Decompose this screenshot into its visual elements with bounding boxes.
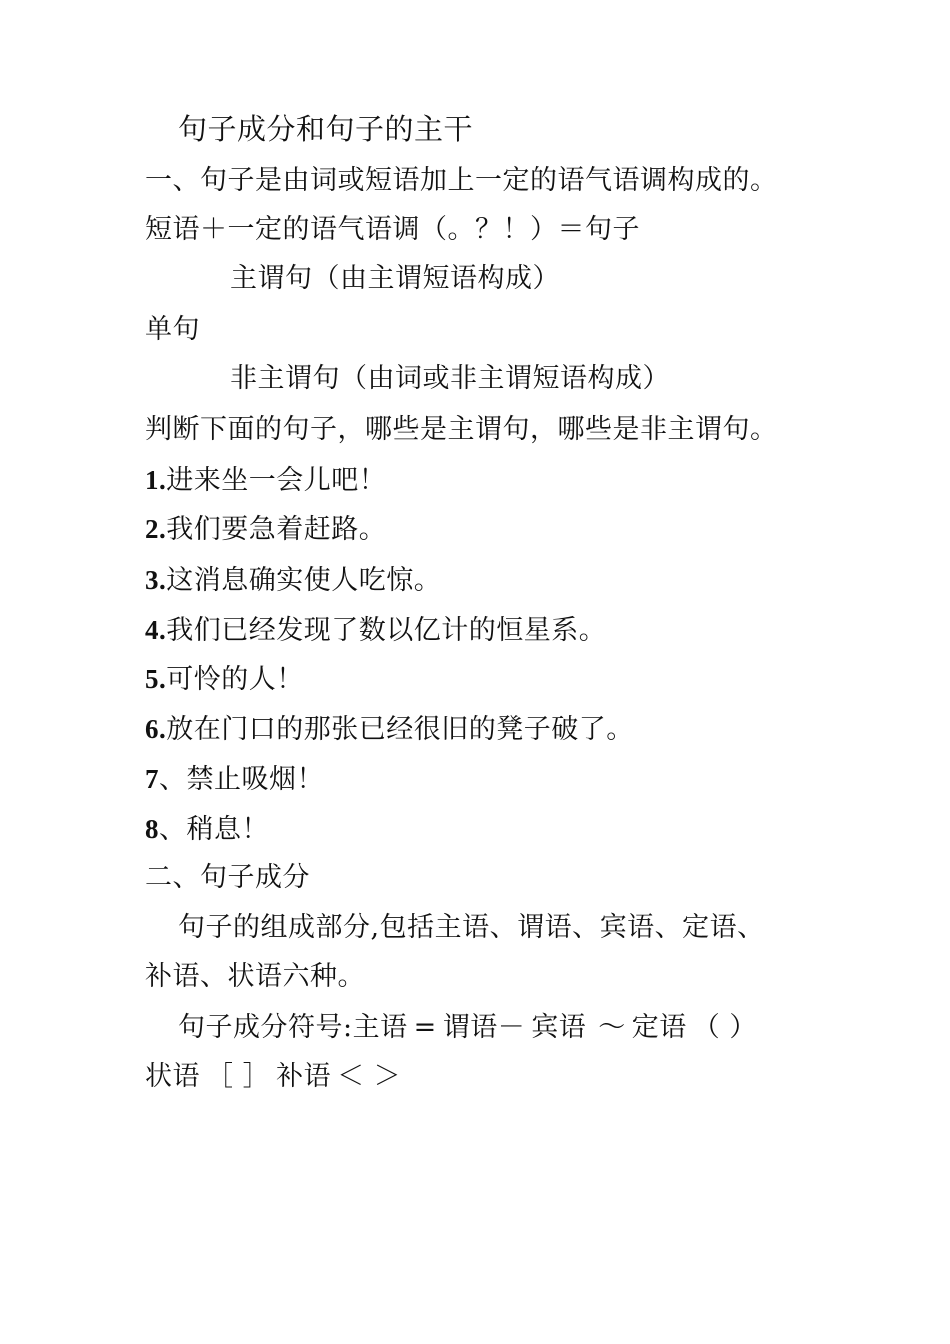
exercise-item [145, 812, 269, 847]
item-number: 4. [145, 615, 167, 645]
complement-mark: ＜ ＞ [337, 1061, 402, 1092]
exercise-item [145, 613, 606, 648]
item-number: 1. [145, 465, 167, 495]
branch-subject-predicate-sentence: 主谓句（由主谓短语构成） [230, 263, 560, 294]
component-symbols-line [178, 1011, 763, 1045]
item-text: 可怜的人！ [166, 664, 304, 695]
exercise-item [145, 463, 386, 498]
attributive-mark: （ ） [692, 1012, 757, 1043]
item-text: 进来坐一会儿吧！ [166, 465, 387, 496]
exercise-item [145, 563, 441, 598]
item-number: 3. [145, 565, 167, 595]
item-text: 、稍息！ [159, 814, 269, 845]
item-number: 8 [145, 814, 159, 844]
item-number: 7 [145, 764, 159, 794]
item-text: 、禁止吸烟！ [159, 764, 324, 795]
exercise-item [145, 762, 324, 797]
exercise-question: 判断下面的句子，哪些是主谓句，哪些是非主谓句。 [145, 414, 778, 445]
component-symbols-line-2 [145, 1060, 407, 1094]
complement-label: 补语 [276, 1061, 332, 1092]
components-paragraph-line-2: 补语、状语六种。 [145, 961, 365, 992]
item-text: 这消息确实使人吃惊。 [166, 565, 442, 596]
item-text: 我们要急着赶路。 [166, 514, 387, 545]
attributive-label: 定语 [631, 1012, 687, 1043]
symbols-label: 句子成分符号: [178, 1012, 353, 1043]
branch-non-subject-predicate-sentence: 非主谓句（由词或非主谓短语构成） [230, 363, 670, 394]
subject-mark: = [413, 1012, 437, 1043]
adverbial-mark: ［ ］ [206, 1061, 271, 1092]
item-text: 放在门口的那张已经很旧的凳子破了。 [166, 714, 634, 745]
exercise-item [145, 662, 304, 697]
item-number: 5. [145, 664, 167, 694]
document-title: 句子成分和句子的主干 [178, 112, 474, 146]
item-number: 6. [145, 714, 167, 744]
object-mark: ～ [598, 1012, 626, 1043]
components-paragraph-line-1: 句子的组成部分,包括主语、谓语、宾语、定语、 [178, 912, 765, 943]
item-number: 2. [145, 514, 167, 544]
predicate-label: 谓语 [442, 1012, 498, 1043]
sentence-formula: 短语＋一定的语气语调（。？！）＝句子 [145, 214, 640, 245]
subject-label: 主语 [352, 1012, 408, 1043]
exercise-item [145, 512, 386, 547]
item-text: 我们已经发现了数以亿计的恒星系。 [166, 615, 607, 646]
exercise-item [145, 712, 634, 747]
branch-root-simple-sentence: 单句 [145, 314, 200, 345]
predicate-mark: － [497, 1012, 526, 1043]
section-1-heading: 一、句子是由词或短语加上一定的语气语调构成的。 [145, 165, 778, 196]
section-2-heading: 二、句子成分 [145, 862, 310, 893]
object-label: 宾语 [531, 1012, 587, 1043]
adverbial-label: 状语 [145, 1061, 200, 1092]
